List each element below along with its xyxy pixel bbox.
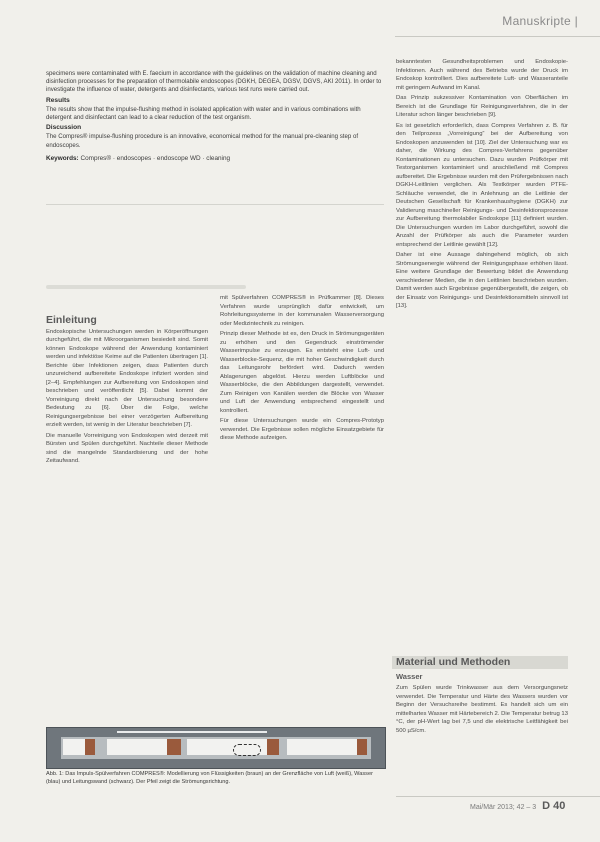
figure-impulse-flushing-photo (46, 727, 386, 769)
keywords (46, 155, 384, 163)
methods-text: Zum Spülen wurde Trinkwasser aus dem Versorgungsnetz verwendet. Die Temperatur und Härte des Wassers wurden vor Beginn der Versuchsreihe bestimmt. Es handelt sich um ein mittelhartes Wasser mit Härtebereich 2. Die Temperatur betrug 13 °C, der pH-Wert lag bei 7,5 und die elektrische Leitfähigkeit bei 500 µS/cm. (396, 685, 568, 734)
figure-flow-marker (233, 744, 261, 756)
methods-section (396, 656, 568, 737)
section-header: Manuskripte | (502, 14, 578, 28)
column-einleitung (46, 316, 208, 468)
middle-paragraph-1: mit Spülverfahren COMPRES® in Prüfkammer [8]. Dieses Verfahren wurde ursprünglich dafür entwickelt, um Rohrleitungssysteme in der kommunalen Wasserversorgung oder Medizintechnik zu reinigen. (220, 295, 384, 327)
column-right (396, 58, 568, 313)
figure-soil-block (167, 739, 181, 755)
right-paragraph-1: bekanntesten Gesundheitsproblemen und Endoskopie-Infektionen. Auch während des Betriebs wurde der Druck im Endoskop kontrolliert. Dies aufbereitete Luft- und Wasseranteile mit geringem Aufwand im Kanal. (396, 59, 568, 91)
figure-soil-block (85, 739, 95, 755)
einleitung-paragraph-2: Die manuelle Vorreinigung von Endoskopen wird derzeit mit Bürsten und Spülen durchgeführt. Nachteile dieser Methode sind die mangelnde Standardisierung und der hohe Zeitaufwand. (46, 432, 208, 464)
page-number: D 40 (542, 800, 566, 812)
right-paragraph-3: Es ist gesetzlich erforderlich, dass Compres Verfahren z. B. für den Teilprozess „Vorreinigung“ bei der Aufbereitung von Endoskopen anzuwenden ist [10]. Ziel der Untersuchung war es daher, die Wirkung des Compres-Verfahrens gegenüber Kontaminationen zu untersuchen. Dazu wurden Prüfkörper mit Testorganismen kontaminiert und anschließend mit Compres aufbereitet. Die Ergebnisse wurden mit den Prüfergebnissen nach DGKH-Leitlinien verglichen. Als Testkörper wurden PTFE-Schläuche verwendet, die in Anlehnung an die Leitlinie der Deutschen Gesellschaft für Krankenhaushygiene (DGKH) zur Validierung maschineller Reinigungs- und Desinfektionsprozesse zur Aufbereitung thermolabiler Endoskope [11] definiert wurden. Die Untersuchungen wurden im Labor durchgeführt, sowohl die Anzahl der Prüfkörper als auch die Parameter wurden entsprechend der Leitlinie gewählt [12]. (396, 122, 568, 248)
middle-paragraph-3: Für diese Untersuchungen wurde ein Compres-Prototyp verwendet. Die Ergebnisse sollen mögliche Einsatzgebiete für diese Methode aufzeigen. (220, 418, 384, 441)
einleitung-title: Einleitung (46, 314, 97, 326)
figure-air-block (107, 739, 167, 755)
keywords-label: Keywords: (46, 154, 79, 162)
abstract-divider (46, 204, 384, 205)
header-rule (395, 36, 600, 37)
results-text: The results show that the impulse-flushing method in isolated application with water and in various combinations with detergent and disinfectant can lead to a clear reduction of the test organism. (46, 105, 361, 122)
footer-rule (396, 796, 600, 797)
middle-paragraph-2: Prinzip dieser Methode ist es, den Druck in Strömungsgeräten zu erhöhen und den Gegendruck einströmender Wasserimpulse zu erzeugen. Es entsteht eine Luft- und Wasserblocke-Sequenz, die mit hoher Geschwindigkeit durch das Leitungsrohr befördert wird. Dadurch werden Ablagerungen abgelöst. Hierzu werden Luftblöcke und Wasserblöcke, die den Abbildungen dargestellt, verwendet. Zum Reinigen von Kanälen werden die Blöcke von Wasser und Luft der Anwendung entsprechend eingestellt und kontrolliert. (220, 331, 384, 414)
figure-air-block (63, 739, 85, 755)
column-middle (220, 294, 384, 445)
journal-issue: Mai/Mär 2013; 42 – 3 (470, 804, 537, 811)
figure-caption: Abb. 1: Das Impuls-Spülverfahren COMPRES®: Modellierung von Flüssigkeiten (braun) an der Grenzfläche von Luft (weiß), Wasser (blau) und Leitungswand (schwarz). Der Pfeil zeigt die Strömungsrichtung. (46, 771, 373, 785)
right-paragraph-2: Das Prinzip sukzessiver Kontamination von Oberflächen im Bereich ist die Grundlage für Reinigungsverfahren, die in der Literatur schon länger beschrieben [9]. (396, 95, 568, 118)
discussion-heading: Discussion (46, 124, 82, 132)
figure-highlight (117, 731, 267, 733)
einleitung-paragraph-1: Endoskopische Untersuchungen werden in Körperöffnungen durchgeführt, die mit Mikroorganismen besiedelt sind. Somit können Endoskope während der Anwendung kontaminiert werden und infektiöse Keime auf die Patienten übertragen [1]. Berichte über Infektionen zeigen, dass Patienten durch unzureichend aufbereitete Endoskope infiziert worden sind [2–4]. Empfehlungen zur Aufbereitung von Endoskopen sind beschrieben und veröffentlicht [5]. Dabei kommt der Vorreinigung direkt nach der Untersuchung besondere Bedeutung zu [6]. Über die Folge, welche Reinigungsergebnisse bei einer verzögerten Aufbereitung erzielt werden, ist wenig in der Literatur beschrieben [7]. (46, 328, 208, 428)
keywords-text: Compres® · endoscopes · endoscope WD · cleaning (80, 154, 231, 162)
abstract-methods-tail: specimens were contaminated with E. faecium in accordance with the guidelines on the validation of machine cleaning and disinfection processes for the preparation of thermolabile endoscopes (DGKH, DEGEA, DGSV, DGVS, AKI 2011). In order to investigate the influence of water, detergents and disinfectants, various test runs were carried out. (46, 70, 382, 94)
discussion-text: The Compres® impulse-flushing procedure is an innovative, economical method for the manual pre-cleaning step of endoscopes. (46, 133, 359, 149)
methods-subtitle: Wasser (396, 671, 423, 681)
methods-title: Material und Methoden (392, 656, 568, 669)
blurred-rule (46, 285, 246, 289)
english-abstract (46, 70, 384, 165)
figure-soil-block (357, 739, 367, 755)
figure-air-block (287, 739, 357, 755)
figure-soil-block (267, 739, 279, 755)
results-heading: Results (46, 96, 70, 104)
right-paragraph-4: Daher ist eine Aussage dahingehend möglich, ob sich Strömungsenergie während der Reinigungsphase erhöhen lässt. Eine weitere Grundlage der Bewertung bildet die Anwendung verschiedener Medien, die in den Leitlinien beschrieben wurden. Damit werden auch Ergebnisse gegenübergestellt, die zeigen, ob der Einsatz von Reinigungs- und Desinfektionsmitteln sinnvoll ist [13]. (396, 252, 568, 309)
footer (470, 800, 565, 812)
